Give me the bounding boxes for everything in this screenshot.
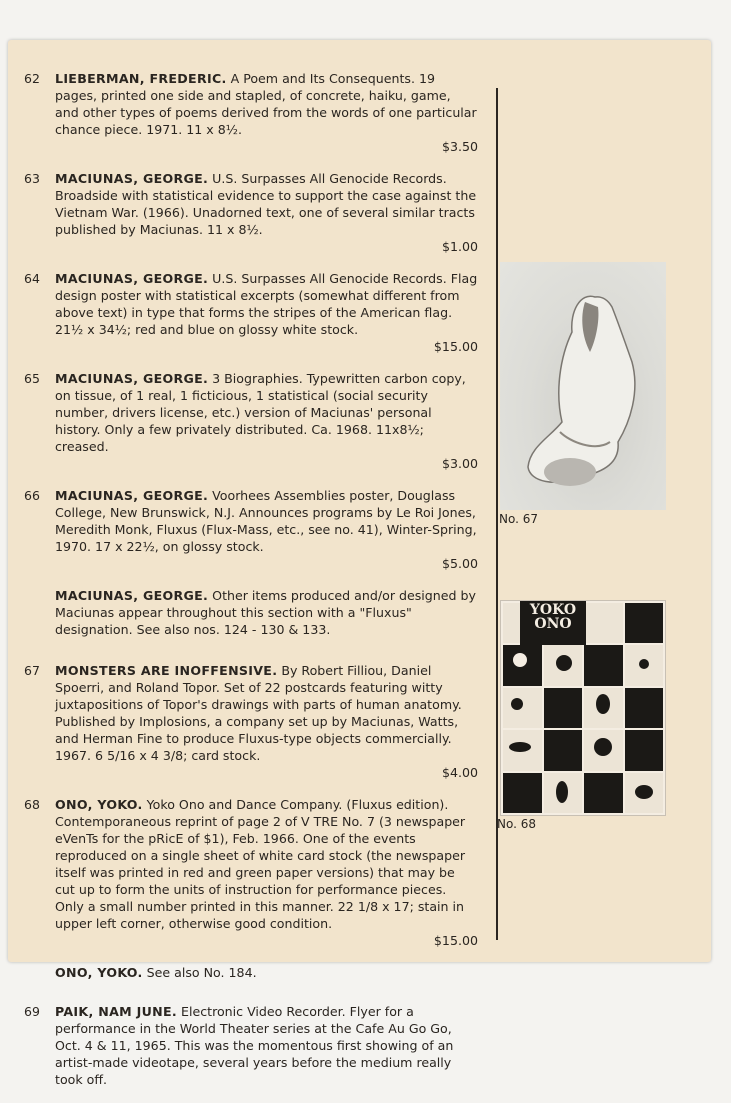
catalog-entries <box>8 70 478 1103</box>
catalog-entry <box>8 170 478 255</box>
poster-title-line: ONO <box>534 616 572 632</box>
entry-price: $5.00 <box>441 556 478 571</box>
catalog-entry <box>8 796 478 949</box>
poster-panel <box>584 773 623 813</box>
poster-panel <box>625 688 664 728</box>
catalog-entry <box>8 270 478 355</box>
poster-title-line: YOKO <box>529 602 577 618</box>
entry-price: $1.00 <box>441 239 478 254</box>
poster-panel <box>625 730 664 770</box>
poster-panel <box>625 603 664 643</box>
entry-price: $4.00 <box>441 765 478 780</box>
entry-price: $3.50 <box>441 139 478 154</box>
entry-description: U.S. Surpasses All Genocide Records. Broadside with statistical evidence to support the case against the Vietnam War. (1966). Unadorned text, one of several similar tracts published by Maciunas. 11 x 8½. <box>55 171 477 237</box>
entry-price: $3.00 <box>441 456 478 471</box>
poster-panel <box>503 688 542 728</box>
entry-heading: PAIK, NAM JUNE. <box>55 1004 177 1019</box>
poster-panel <box>584 730 623 770</box>
catalog-entry-see-also <box>8 587 478 638</box>
poster-panel <box>544 645 583 685</box>
entry-description: See also No. 184. <box>146 965 257 980</box>
entry-heading: ONO, YOKO. <box>55 965 143 980</box>
figure-67-photo <box>500 262 666 510</box>
entry-heading: MACIUNAS, GEORGE. <box>55 171 209 186</box>
catalog-entry <box>8 662 478 781</box>
poster-panel <box>544 688 583 728</box>
figure-sculpture-illustration <box>500 262 666 510</box>
catalog-entry-see-also <box>8 964 478 981</box>
catalog-entry <box>8 1003 478 1088</box>
entry-number: 64 <box>24 271 40 286</box>
entry-heading: MACIUNAS, GEORGE. <box>55 371 209 386</box>
entry-number: 65 <box>24 371 40 386</box>
entry-description: Yoko Ono and Dance Company. (Fluxus edition). Contemporaneous reprint of page 2 of V TRE No. 7 (3 newspaper eVenTs for the pRicE of $1), Feb. 1966. One of the events reproduced on a single sheet of white card stock (the newspaper itself was printed in red and green paper versions) that may be cut up to form the units of instruction for performance pieces. Only a small number printed in this manner. 22 1/8 x 17; stain in upper left corner, otherwise good condition. <box>55 797 466 931</box>
entry-heading: LIEBERMAN, FREDERIC. <box>55 71 227 86</box>
poster-panel <box>544 730 583 770</box>
entry-description: Other items produced and/or designed by Maciunas appear throughout this section with a "Fluxus" designation. See also nos. 124 - 130 & 133. <box>55 588 476 637</box>
entry-description: By Robert Filliou, Daniel Spoerri, and Roland Topor. Set of 22 postcards featuring witty juxtapositions of Topor's drawings with parts of human anatomy. Published by Implosions, a company set up by Maciunas, Watts, and Herman Fine to produce Fluxus-type objects commercially. 1967. 6 5/16 x 4 3/8; card stock. <box>55 663 462 763</box>
figure-68-caption: No. 68 <box>497 817 537 831</box>
entry-price: $15.00 <box>433 339 478 354</box>
entry-number: 68 <box>24 797 40 812</box>
column-divider <box>496 88 498 940</box>
entry-number: 69 <box>24 1004 40 1019</box>
entry-description: U.S. Surpasses All Genocide Records. Flag design poster with statistical excerpts (somewhat different from above text) in type that forms the stripes of the American flag. 21½ x 34½; red and blue on glossy white stock. <box>55 271 478 337</box>
entry-heading: MONSTERS ARE INOFFENSIVE. <box>55 663 278 678</box>
entry-number: 62 <box>24 71 40 86</box>
poster-panel <box>584 603 623 643</box>
entry-number: 66 <box>24 488 40 503</box>
entry-number: 67 <box>24 663 40 678</box>
entry-heading: MACIUNAS, GEORGE. <box>55 488 209 503</box>
catalog-entry <box>8 487 478 572</box>
poster-panel <box>584 645 623 685</box>
poster-panel <box>503 645 542 685</box>
catalog-entry <box>8 70 478 155</box>
entry-heading: MACIUNAS, GEORGE. <box>55 271 209 286</box>
entry-description: 3 Biographies. Typewritten carbon copy, on tissue, of 1 real, 1 ficticious, 1 statistical (social security number, drivers license, etc.) version of Maciunas' personal history. Only a few privately distributed. Ca. 1968. 11x8½; creased. <box>55 371 466 454</box>
entry-number: 63 <box>24 171 40 186</box>
entry-description: Electronic Video Recorder. Flyer for a performance in the World Theater series at the Cafe Au Go Go, Oct. 4 & 11, 1965. This was the momentous first showing of an artist-made videotape, several years before the medium really took off. <box>55 1004 454 1087</box>
entry-description: Voorhees Assemblies poster, Douglass College, New Brunswick, N.J. Announces programs by Le Roi Jones, Meredith Monk, Fluxus (Flux-Mass, etc., see no. 41), Winter-Spring, 1970. 17 x 22½, on glossy stock. <box>55 488 477 554</box>
entry-description: A Poem and Its Consequents. 19 pages, printed one side and stapled, of concrete, haiku, game, and other types of poems derived from the words of one particular chance piece. 1971. 11 x 8½. <box>55 71 477 137</box>
figure-67-caption: No. 67 <box>499 512 539 526</box>
poster-panel <box>625 645 664 685</box>
poster-panel <box>544 773 583 813</box>
entry-heading: MACIUNAS, GEORGE. <box>55 588 209 603</box>
poster-panel <box>625 773 664 813</box>
poster-title <box>520 601 586 645</box>
poster-panel <box>584 688 623 728</box>
poster-panel <box>503 773 542 813</box>
entry-heading: ONO, YOKO. <box>55 797 143 812</box>
entry-price: $15.00 <box>433 933 478 948</box>
poster-panel <box>503 730 542 770</box>
catalog-entry <box>8 370 478 472</box>
